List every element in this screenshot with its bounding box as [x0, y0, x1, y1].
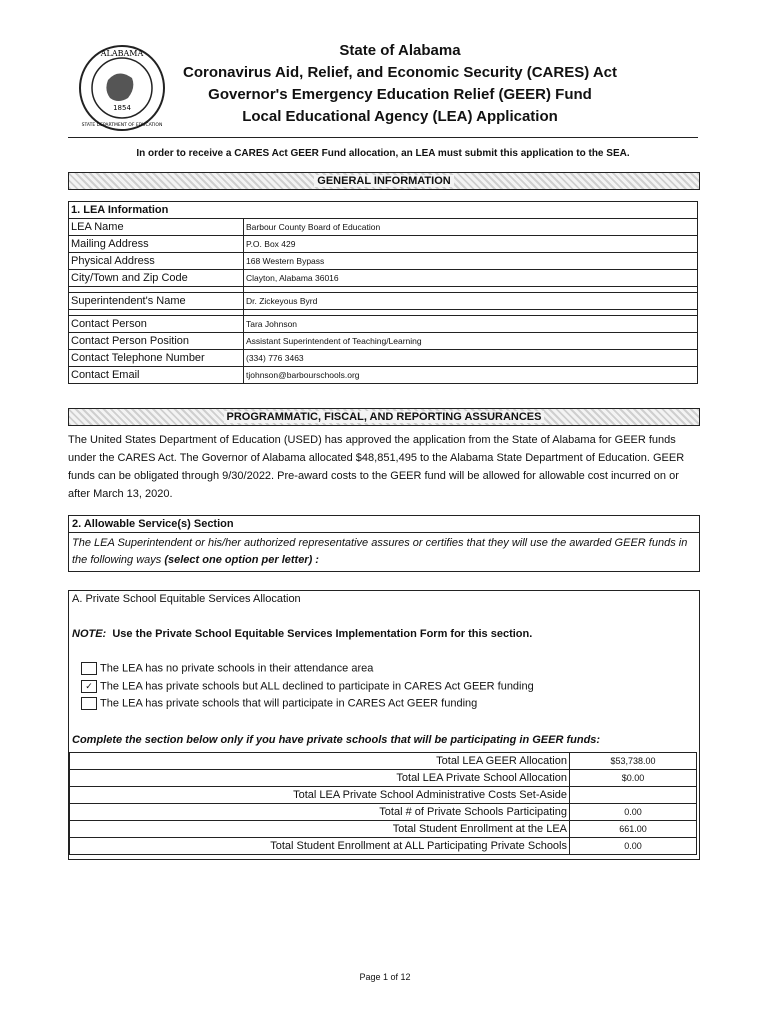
allocation-label: Total # of Private Schools Participating	[70, 804, 570, 821]
section-2-instruction: (select one option per letter) :	[164, 554, 319, 566]
table-row	[70, 804, 697, 821]
section-2-heading: 2. Allowable Service(s) Section	[69, 516, 699, 533]
note-prefix: NOTE:	[72, 628, 107, 640]
assurances-bar	[68, 408, 700, 426]
field-label: Contact Person	[69, 316, 244, 333]
field-value[interactable]: P.O. Box 429	[244, 236, 698, 253]
section-2-statement: The LEA Superintendent or his/her authorized representative assures or certifies that they will use the awarded GEER funds in the following ways	[72, 537, 688, 566]
allocation-value[interactable]: $0.00	[570, 770, 697, 787]
table-row	[70, 753, 697, 770]
section-2-text	[69, 533, 699, 571]
allocation-label: Total LEA Private School Administrative Costs Set-Aside	[70, 787, 570, 804]
assurances-label: PROGRAMMATIC, FISCAL, AND REPORTING ASSURANCES	[224, 411, 545, 423]
option-will-participate[interactable]	[81, 697, 477, 710]
page-number: Page 1 of 12	[359, 972, 411, 982]
title-line: State of Alabama	[339, 42, 461, 59]
field-label: Superintendent's Name	[69, 293, 244, 310]
document-title	[150, 40, 650, 128]
allocation-value[interactable]	[570, 787, 697, 804]
allowable-services-section	[68, 515, 700, 572]
field-value[interactable]: Tara Johnson	[244, 316, 698, 333]
seal-year: 1854	[113, 104, 131, 112]
allocation-table	[69, 752, 697, 855]
seal-top-text: ALABAMA	[100, 49, 144, 58]
table-row	[70, 838, 697, 855]
allocation-value[interactable]: 0.00	[570, 804, 697, 821]
option-label: The LEA has private schools but ALL declined to participate in CARES Act GEER funding	[100, 680, 534, 693]
title-line: Local Educational Agency (LEA) Application	[242, 108, 558, 125]
allocation-label: Total LEA Private School Allocation	[70, 770, 570, 787]
table-row	[70, 787, 697, 804]
general-information-bar	[68, 172, 700, 190]
field-label: Physical Address	[69, 253, 244, 270]
checkbox-unchecked[interactable]	[81, 697, 97, 710]
field-value[interactable]: Barbour County Board of Education	[244, 219, 698, 236]
table-row	[69, 293, 698, 310]
note-text: Use the Private School Equitable Services Implementation Form for this section.	[112, 628, 533, 640]
field-value[interactable]: Clayton, Alabama 36016	[244, 270, 698, 287]
field-value[interactable]: tjohnson@barbourschools.org	[244, 367, 698, 384]
allocation-value[interactable]: $53,738.00	[570, 753, 697, 770]
table-row	[69, 236, 698, 253]
table-row	[69, 219, 698, 236]
table-row	[69, 333, 698, 350]
table-row	[69, 367, 698, 384]
allocation-paragraph: The United States Department of Education (USED) has approved the application from the State of Alabama for GEER funds under the CARES Act. The Governor of Alabama allocated $48,851,495 to the Alabama State Department of Education. GEER funds can be obligated through 9/30/2022. Pre-award costs to the GEER fund will be allowed for allowable cost incurred on or after March 13, 2020.	[68, 434, 685, 500]
field-value[interactable]: 168 Western Bypass	[244, 253, 698, 270]
allocation-label: Total LEA GEER Allocation	[70, 753, 570, 770]
option-label: The LEA has no private schools in their attendance area	[100, 662, 374, 675]
title-line: Coronavirus Aid, Relief, and Economic Security (CARES) Act	[183, 64, 617, 81]
allocation-value[interactable]: 661.00	[570, 821, 697, 838]
complete-instruction: Complete the section below only if you have private schools that will be participating in GEER funds:	[72, 734, 601, 746]
field-label: City/Town and Zip Code	[69, 270, 244, 287]
intro-text: In order to receive a CARES Act GEER Fund allocation, an LEA must submit this application to the SEA.	[136, 148, 630, 159]
lea-information-heading: 1. LEA Information	[69, 202, 698, 219]
field-value[interactable]: (334) 776 3463	[244, 350, 698, 367]
section-a-heading: A. Private School Equitable Services Allocation	[72, 593, 301, 605]
field-label: Contact Person Position	[69, 333, 244, 350]
table-row	[69, 270, 698, 287]
private-school-section	[68, 590, 700, 860]
table-row	[70, 770, 697, 787]
allocation-label: Total Student Enrollment at ALL Participating Private Schools	[70, 838, 570, 855]
table-row	[69, 316, 698, 333]
field-label: LEA Name	[69, 219, 244, 236]
allocation-value[interactable]: 0.00	[570, 838, 697, 855]
seal-bottom-text: STATE DEPARTMENT OF EDUCATION	[81, 123, 163, 128]
title-line: Governor's Emergency Education Relief (GEER) Fund	[208, 86, 592, 103]
table-row	[69, 350, 698, 367]
allocation-label: Total Student Enrollment at the LEA	[70, 821, 570, 838]
general-information-label: GENERAL INFORMATION	[314, 175, 453, 187]
table-row	[69, 253, 698, 270]
field-value[interactable]: Assistant Superintendent of Teaching/Learning	[244, 333, 698, 350]
field-label: Contact Email	[69, 367, 244, 384]
header-rule	[68, 137, 698, 138]
option-all-declined[interactable]	[81, 680, 534, 693]
field-label: Mailing Address	[69, 236, 244, 253]
option-no-private-schools[interactable]	[81, 662, 373, 675]
lea-information-table	[68, 201, 698, 384]
field-value[interactable]: Dr. Zickeyous Byrd	[244, 293, 698, 310]
field-label: Contact Telephone Number	[69, 350, 244, 367]
checkbox-checked[interactable]: ✓	[81, 680, 97, 693]
option-label: The LEA has private schools that will participate in CARES Act GEER funding	[100, 697, 478, 710]
checkbox-unchecked[interactable]	[81, 662, 97, 675]
table-row	[70, 821, 697, 838]
section-a-note	[72, 628, 532, 640]
